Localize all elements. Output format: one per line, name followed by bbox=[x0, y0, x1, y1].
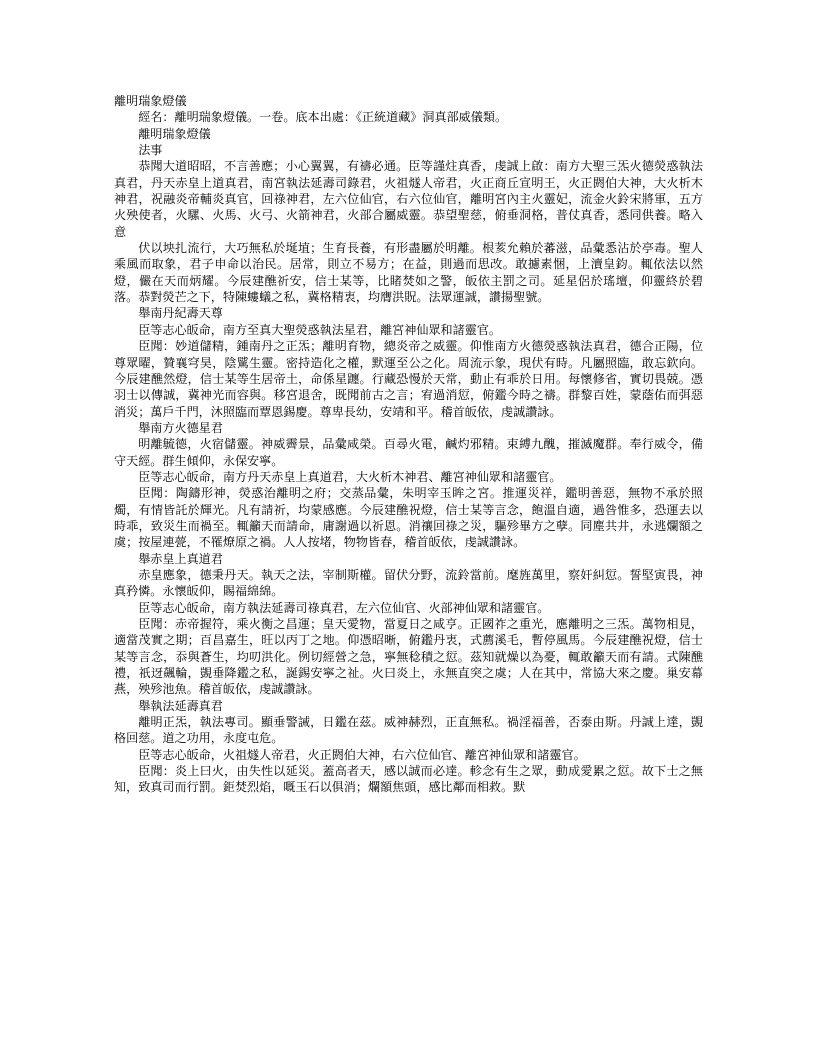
paragraph-6: 臣等志心皈命，南方丹天赤皇上真道君，大火析木神君、離宮神仙眾和諸靈官。 bbox=[138, 469, 562, 484]
paragraph-4: 臣聞：妙道儲精，鍾南丹之正炁；離明育物，總炎帝之威靈。仰惟南方火德熒惑執法真君，德合正陽，位尊眾曜，贊襄穹昊，陰騭生靈。密持造化之權，默運至公之化。周流示象，現伏有時。凡屬照臨，敢忘欽向。今辰建醮然燈，信士某等生居帝土，命係星躔。行藏恐慢於天常，動止有乖於日用。每懷修省，實切畏兢。憑羽士以傳誠，冀神光而容與。移宮退舍，既聞前古之言；宥過消愆，俯鑑今時之禱。群黎百姓，蒙蔭佑而弭惡消災；萬戶千門，沐照臨而覃恩錫慶。尊卑長幼，安靖和平。稽首皈依，虔誠讚詠。 bbox=[114, 339, 703, 419]
source-note: 經名：離明瑞象燈儀。一卷。底本出處：《正統道藏》洞真部威儀類。 bbox=[138, 110, 508, 125]
document-text-body bbox=[114, 93, 703, 796]
paragraph-2: 伏以坱扎流行，大巧無私於埏埴；生育長養，有形盡屬於明離。根荄允賴於蕃滋，品彙悉沾於亭毒。聖人乘風而取象，君子申命以治民。居常，則立不易方；在益，則過而思改。敢攄素悃，上瀆皇鈞。輒依法以然燈，儼在天而炳耀。今辰建醮祈安，信士某等，比睹焚如之警，皈依主罰之司。延星侶於瑤壇，仰靈終於碧落。恭對熒芒之下，特陳螻蟻之私，冀格精衷，均膺洪貺。法眾運誠，讚揚聖號。 bbox=[114, 241, 703, 305]
paragraph-13: 臣聞：炎上曰火，由失性以延災。蓋高者天，感以誠而必達。軫念有生之眾，動成愛累之愆。故下士之無知，致真司而行罰。鉅焚烈焰，嘅玉石以俱消；爛額焦頭，感比鄰而相救。默 bbox=[114, 764, 703, 795]
section-fashi: 法事 bbox=[138, 143, 163, 158]
invocation-3: 舉赤皇上真道君 bbox=[138, 551, 223, 566]
paragraph-3: 臣等志心皈命，南方至真大聖熒惑執法星君，離宮神仙眾和諸靈官。 bbox=[138, 322, 502, 337]
paragraph-1: 恭聞大道昭昭，不言善應；小心翼翼，有禱必通。臣等謹炷真香，虔誠上啟：南方大聖三炁火德熒惑執法真君，丹天赤皇上道真君，南宮執法延壽司錄君，火祖燧人帝君，火正商丘宣明王，火正閼伯大神，大火析木神君，祝融炎帝輔炎真官，回祿神君，左六位仙官，右六位仙官，離明宮內主火靈妃，流金火鈴宋將軍，五方火殃使者，火騾、火馬、火弓、火箭神君，火部合屬威靈。恭望聖慈，俯垂洞格，普仗真香，悉同供養。略入意 bbox=[114, 159, 703, 239]
subheading-title: 離明瑞象燈儀 bbox=[138, 126, 211, 141]
paragraph-8: 赤皇應象，德秉丹天。執天之法，宰制斯權。留伏分野，流鈴當前。麾旌萬里，察奸糾愆。誓堅寅畏，神真矜憐。永懷皈仰，賜福綿綿。 bbox=[114, 567, 703, 599]
paragraph-7: 臣聞：陶鑄形神，熒惑治離明之府；交蒸品彙，朱明宰玉眸之宮。推運災祥，鑑明善惡，無物不承於照燭，有情皆託於輝光。凡有請祈，均蒙感應。今辰建醮祝燈，信士某等言念，飽溫自適，過咎惟多，恐運去以時乖，致災生而禍至。輒籲天而請命，庸謝過以祈恩。消禳回祿之災，驅殄畢方之孽。同塵共井，永逃爛額之虞；按屋連甍，不罹燎原之禍。人人按堵，物物皆春，稽首皈依，虔誠讚詠。 bbox=[114, 486, 703, 550]
heading-title: 離明瑞象燈儀 bbox=[114, 94, 187, 108]
paragraph-11: 離明正炁，執法專司。顯垂警誡，日鑑在茲。威神赫烈，正直無私。禍淫福善，否泰由斯。丹誠上達，覬格回慈。道之功用，永度屯危。 bbox=[114, 715, 703, 746]
paragraph-10: 臣聞：赤帝握符，乘火衡之昌運；皇天愛物，當夏日之咸亨。正國祚之重光，應離明之三炁。萬物相見，適當茂實之期；百昌嘉生，旺以丙丁之地。仰憑昭晰，俯鑑丹衷，式薦溪毛，暫停風馬。今辰建醮祝燈，信士某等言念，忝與蒼生，均叨洪化。例切經營之急，寧無稔積之愆。茲知就燥以為憂，輒敢籲天而有請。式陳醮禮，祇迓飆輪，覬垂降鑑之私，誕錫安寧之祉。火曰炎上，永無直突之虞；人在其中，常協大來之慶。巢安幕燕，殃殄池魚。稽首皈依，虔誠讚詠。 bbox=[114, 617, 703, 697]
paragraph-9: 臣等志心皈命，南方執法延壽司祿真君，左六位仙官、火部神仙眾和諸靈官。 bbox=[138, 600, 550, 615]
paragraph-12: 臣等志心皈命，火祖燧人帝君，火正閼伯大神，右六位仙官、離宮神仙眾和諸靈官。 bbox=[138, 747, 586, 762]
invocation-1: 舉南丹紀壽天尊 bbox=[138, 306, 223, 321]
invocation-4: 舉執法延壽真君 bbox=[138, 698, 223, 713]
invocation-2: 舉南方火德星君 bbox=[138, 420, 223, 435]
paragraph-5: 明離毓德，火宿儲靈。神威霽景，品彙咸榮。百尋火電，鹹灼邪精。束縛九醜，摧滅魔群。奉行威令，備守天經。群生傾仰，永保安寧。 bbox=[114, 437, 703, 468]
